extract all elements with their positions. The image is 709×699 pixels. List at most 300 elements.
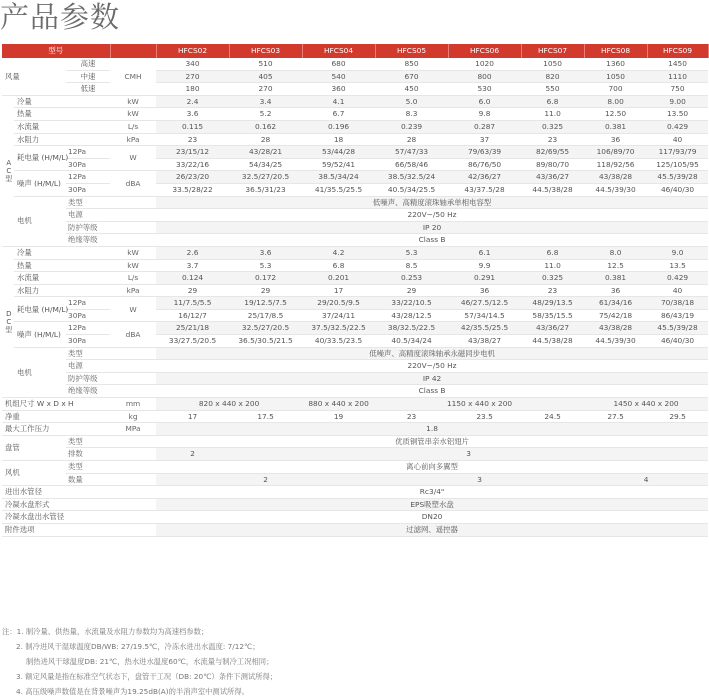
value-cell: 800 <box>448 70 521 83</box>
table-row <box>2 158 708 171</box>
row-label: 噪声 (H/M/L) <box>14 171 66 196</box>
value-cell: 360 <box>302 83 375 96</box>
value-cell: 42/36/27 <box>448 171 521 184</box>
table-row <box>2 511 708 524</box>
table-row <box>2 398 708 411</box>
value-cell: 9.8 <box>448 108 521 121</box>
value-cell: 2 <box>156 448 229 461</box>
value-cell: 9.9 <box>448 259 521 272</box>
value-cell: 37/24/11 <box>302 309 375 322</box>
row-label: 最大工作压力 <box>2 423 110 436</box>
value-cell: 25/17/8.5 <box>229 309 302 322</box>
table-row <box>2 435 708 448</box>
unit-cell: kW <box>110 259 156 272</box>
model-header: HFCS05 <box>375 44 448 58</box>
motor-spec-value: IP 20 <box>156 221 708 234</box>
pressure-label: 12Pa <box>66 171 110 184</box>
value-cell: 43/28/21 <box>229 146 302 159</box>
motor-spec-key: 类型 <box>66 347 156 360</box>
value-cell: 3.4 <box>229 95 302 108</box>
value-cell: 23 <box>521 284 584 297</box>
value-cell: 离心前向多翼型 <box>156 461 708 474</box>
value-cell: 过滤网、遥控器 <box>156 523 708 536</box>
row-label: 热量 <box>14 259 110 272</box>
value-cell: 750 <box>647 83 708 96</box>
table-row <box>2 347 708 360</box>
table-row <box>2 410 708 423</box>
value-cell: 880 x 440 x 200 <box>302 398 375 411</box>
value-cell: 29.5 <box>647 410 708 423</box>
unit-cell <box>110 448 156 461</box>
motor-spec-value: Class B <box>156 234 708 247</box>
unit-cell: L/s <box>110 272 156 285</box>
value-cell: 24.5 <box>521 410 584 423</box>
value-cell: DN20 <box>156 511 708 524</box>
value-cell: 270 <box>156 70 229 83</box>
value-cell: 40/33.5/23.5 <box>302 335 375 348</box>
value-cell: 0.239 <box>375 120 448 133</box>
model-header: HFCS07 <box>521 44 584 58</box>
table-row <box>2 146 708 159</box>
value-cell: 37 <box>448 133 521 146</box>
value-cell: 4.1 <box>302 95 375 108</box>
note-line: 注：1. 制冷量、供热量，水流量及水阻力参数均为高速档参数； <box>2 627 209 636</box>
header-row <box>2 44 708 58</box>
row-label: 冷量 <box>14 246 110 259</box>
value-cell: 36 <box>448 284 521 297</box>
pressure-label: 30Pa <box>66 183 110 196</box>
row-label: 冷凝水盘形式 <box>2 498 156 511</box>
value-cell: 11.0 <box>521 108 584 121</box>
value-cell: 40 <box>647 284 708 297</box>
value-cell: 5.0 <box>375 95 448 108</box>
model-header: HFCS02 <box>156 44 229 58</box>
value-cell: 530 <box>448 83 521 96</box>
value-cell: 0.291 <box>448 272 521 285</box>
value-cell: 58/35/15.5 <box>521 309 584 322</box>
value-cell: 19 <box>302 410 375 423</box>
speed-label: 低速 <box>66 83 110 96</box>
pressure-label: 12Pa <box>66 146 110 159</box>
model-header: HFCS09 <box>647 44 708 58</box>
value-cell: 46/40/30 <box>647 335 708 348</box>
value-cell: 36.5/31/23 <box>229 183 302 196</box>
table-row <box>2 461 708 474</box>
value-cell: 17.5 <box>229 410 302 423</box>
value-cell: 3.6 <box>156 108 229 121</box>
value-cell: 33/22/10.5 <box>375 297 448 310</box>
value-cell: 270 <box>229 83 302 96</box>
row-label: 进出水管径 <box>2 486 156 499</box>
value-cell: 117/93/79 <box>647 146 708 159</box>
value-cell: 9.0 <box>647 246 708 259</box>
spec-table <box>2 44 709 537</box>
row-label: 冷凝水盘出水管径 <box>2 511 156 524</box>
unit-cell: CMH <box>110 58 156 95</box>
value-cell: 23 <box>156 133 229 146</box>
value-cell: 11/7.5/5.5 <box>156 297 229 310</box>
value-cell: 4.2 <box>302 246 375 259</box>
table-row <box>2 259 708 272</box>
coil-label: 盘管 <box>2 435 66 460</box>
value-cell: 29 <box>156 284 229 297</box>
table-row <box>2 309 708 322</box>
value-cell: 29 <box>229 284 302 297</box>
value-cell: 1150 x 440 x 200 <box>375 398 584 411</box>
note-line: 2. 制冷进风干湿球温度DB/WB: 27/19.5℃，冷冻水进出水温度: 7/12℃； <box>16 642 260 651</box>
value-cell: 86/43/19 <box>647 309 708 322</box>
row-label: 耗电量 (H/M/L) <box>14 297 66 322</box>
value-cell: 0.115 <box>156 120 229 133</box>
row-label: 水流量 <box>14 120 110 133</box>
sub-key: 排数 <box>66 448 110 461</box>
value-cell: 0.325 <box>521 120 584 133</box>
table-row <box>2 209 708 222</box>
value-cell: 33.5/28/22 <box>156 183 229 196</box>
model-label: 型号 <box>2 44 110 58</box>
unit-cell: dBA <box>110 322 156 347</box>
value-cell: 1050 <box>521 58 584 70</box>
value-cell: 36.5/30.5/21.5 <box>229 335 302 348</box>
value-cell: 8.0 <box>584 246 647 259</box>
motor-spec-value: 220V~/50 Hz <box>156 209 708 222</box>
unit-cell <box>110 473 156 486</box>
value-cell: 46/40/30 <box>647 183 708 196</box>
value-cell: 44.5/38/28 <box>521 183 584 196</box>
unit-cell <box>110 435 156 448</box>
unit-cell: kPa <box>110 284 156 297</box>
pressure-label: 12Pa <box>66 297 110 310</box>
value-cell: 540 <box>302 70 375 83</box>
value-cell: 28 <box>229 133 302 146</box>
motor-spec-value: 低噪声、高精度滚珠轴承永磁同步电机 <box>156 347 708 360</box>
value-cell: 12.50 <box>584 108 647 121</box>
unit-cell: kg <box>110 410 156 423</box>
table-row <box>2 120 708 133</box>
motor-spec-value: IP 42 <box>156 372 708 385</box>
row-label: 噪声 (H/M/L) <box>14 322 66 347</box>
value-cell: 0.381 <box>584 272 647 285</box>
value-cell: 0.162 <box>229 120 302 133</box>
table-row <box>2 234 708 247</box>
sub-key: 数量 <box>66 473 110 486</box>
value-cell: 1050 <box>584 70 647 83</box>
table-row <box>2 335 708 348</box>
value-cell: 13.50 <box>647 108 708 121</box>
value-cell: 40 <box>647 133 708 146</box>
value-cell: 26/23/20 <box>156 171 229 184</box>
value-cell: 1020 <box>448 58 521 70</box>
table-row <box>2 272 708 285</box>
row-label: 水阻力 <box>14 133 110 146</box>
table-row <box>2 498 708 511</box>
model-header: HFCS06 <box>448 44 521 58</box>
speed-label: 中速 <box>66 70 110 83</box>
group-label: DC型 <box>2 246 14 397</box>
value-cell: 6.8 <box>521 95 584 108</box>
airflow-label: 风量 <box>2 58 66 95</box>
value-cell: 41/35.5/25.5 <box>302 183 375 196</box>
row-label: 冷量 <box>14 95 110 108</box>
value-cell: 38.5/34/24 <box>302 171 375 184</box>
value-cell: 23/15/12 <box>156 146 229 159</box>
model-header: HFCS03 <box>229 44 302 58</box>
value-cell: 0.172 <box>229 272 302 285</box>
value-cell: 29 <box>375 284 448 297</box>
value-cell: 0.196 <box>302 120 375 133</box>
value-cell: 3 <box>229 448 708 461</box>
page-title: 产品参数 <box>0 0 121 34</box>
value-cell: 340 <box>156 58 229 70</box>
value-cell: 19/12.5/7.5 <box>229 297 302 310</box>
value-cell: 8.5 <box>375 259 448 272</box>
value-cell: 75/42/18 <box>584 309 647 322</box>
value-cell: 40.5/34/24 <box>375 335 448 348</box>
value-cell: 45.5/39/28 <box>647 322 708 335</box>
value-cell: 820 <box>521 70 584 83</box>
value-cell: 2 <box>156 473 375 486</box>
value-cell: 29/20.5/9.5 <box>302 297 375 310</box>
value-cell: 0.429 <box>647 120 708 133</box>
table-row <box>2 322 708 335</box>
table-row <box>2 171 708 184</box>
row-label: 水流量 <box>14 272 110 285</box>
table-row <box>2 83 708 96</box>
table-row <box>2 133 708 146</box>
value-cell: 57/34/14.5 <box>448 309 521 322</box>
table-row <box>2 108 708 121</box>
unit-cell: mm <box>110 398 156 411</box>
value-cell: 38.5/32.5/24 <box>375 171 448 184</box>
value-cell: 0.429 <box>647 272 708 285</box>
value-cell: 106/89/70 <box>584 146 647 159</box>
note-line: 制热进风干球温度DB: 21℃，热水进水温度60℃，水流量与制冷工况相同； <box>26 657 274 666</box>
table-row <box>2 385 708 398</box>
value-cell: 3 <box>375 473 584 486</box>
value-cell: 700 <box>584 83 647 96</box>
value-cell: 6.8 <box>302 259 375 272</box>
value-cell: 3.6 <box>229 246 302 259</box>
value-cell: 43/38/28 <box>584 322 647 335</box>
sub-key: 类型 <box>66 435 110 448</box>
value-cell: 670 <box>375 70 448 83</box>
value-cell: 44.5/39/30 <box>584 183 647 196</box>
value-cell: 82/69/55 <box>521 146 584 159</box>
value-cell: 27.5 <box>584 410 647 423</box>
value-cell: 1360 <box>584 58 647 70</box>
value-cell: 36 <box>584 284 647 297</box>
unit-cell: kW <box>110 108 156 121</box>
pressure-label: 30Pa <box>66 309 110 322</box>
value-cell: 17 <box>302 284 375 297</box>
value-cell: 2.6 <box>156 246 229 259</box>
value-cell: 4 <box>584 473 708 486</box>
value-cell: 5.3 <box>375 246 448 259</box>
value-cell: 8.00 <box>584 95 647 108</box>
value-cell: 28 <box>375 133 448 146</box>
value-cell: 680 <box>302 58 375 70</box>
row-label: 耗电量 (H/M/L) <box>14 146 66 171</box>
value-cell: 510 <box>229 58 302 70</box>
value-cell: 0.201 <box>302 272 375 285</box>
table-row <box>2 448 708 461</box>
table-row <box>2 360 708 373</box>
table-row <box>2 221 708 234</box>
value-cell: 6.0 <box>448 95 521 108</box>
unit-cell: kW <box>110 246 156 259</box>
value-cell: 125/105/95 <box>647 158 708 171</box>
value-cell: 23 <box>375 410 448 423</box>
row-label: 水阻力 <box>14 284 110 297</box>
value-cell: 1450 <box>647 58 708 70</box>
unit-cell: L/s <box>110 120 156 133</box>
table-row <box>2 70 708 83</box>
value-cell: 405 <box>229 70 302 83</box>
unit-cell <box>110 461 156 474</box>
fan-label: 风机 <box>2 461 66 486</box>
table-row <box>2 284 708 297</box>
motor-spec-value: 220V~/50 Hz <box>156 360 708 373</box>
motor-spec-key: 防护等级 <box>66 372 156 385</box>
row-label: 附件选项 <box>2 523 156 536</box>
value-cell: 36 <box>584 133 647 146</box>
value-cell: EPS吸塑水盘 <box>156 498 708 511</box>
value-cell: 5.2 <box>229 108 302 121</box>
value-cell: 43/36/27 <box>521 322 584 335</box>
table-row <box>2 95 708 108</box>
motor-spec-key: 绝缘等级 <box>66 385 156 398</box>
value-cell: 33/27.5/20.5 <box>156 335 229 348</box>
value-cell: 9.00 <box>647 95 708 108</box>
note-line: 4. 高压级噪声数值是在背景噪声为19.25dB(A)的半消声室中测试所得。 <box>16 687 249 696</box>
value-cell: 66/58/46 <box>375 158 448 171</box>
motor-spec-key: 类型 <box>66 196 156 209</box>
motor-label: 电机 <box>14 196 66 246</box>
value-cell: 42/35.5/25.5 <box>448 322 521 335</box>
row-label: 净重 <box>2 410 110 423</box>
value-cell: 820 x 440 x 200 <box>156 398 302 411</box>
value-cell: 54/34/25 <box>229 158 302 171</box>
value-cell: 57/47/33 <box>375 146 448 159</box>
value-cell: 6.7 <box>302 108 375 121</box>
motor-spec-key: 绝缘等级 <box>66 234 156 247</box>
value-cell: 43/28/12.5 <box>375 309 448 322</box>
value-cell: 优质铜管串亲水铝翅片 <box>156 435 708 448</box>
value-cell: 17 <box>156 410 229 423</box>
notes <box>2 624 688 699</box>
value-cell: 850 <box>375 58 448 70</box>
value-cell: 0.325 <box>521 272 584 285</box>
table-row <box>2 196 708 209</box>
value-cell: 16/12/7 <box>156 309 229 322</box>
model-header: HFCS04 <box>302 44 375 58</box>
speed-label: 高速 <box>66 58 110 70</box>
value-cell: 5.3 <box>229 259 302 272</box>
pressure-label: 30Pa <box>66 158 110 171</box>
table-row <box>2 523 708 536</box>
value-cell: 12.5 <box>584 259 647 272</box>
value-cell: 550 <box>521 83 584 96</box>
value-cell: 11.0 <box>521 259 584 272</box>
value-cell: 32.5/27/20.5 <box>229 171 302 184</box>
value-cell: 53/44/28 <box>302 146 375 159</box>
table-row <box>2 486 708 499</box>
value-cell: 45.5/39/28 <box>647 171 708 184</box>
value-cell: 118/92/56 <box>584 158 647 171</box>
note-line: 3. 额定风量是指在标准空气状态下，盘管干工况（DB: 20℃）条件下测试所得； <box>16 672 278 681</box>
group-label: AC型 <box>2 95 14 246</box>
value-cell: 18 <box>302 133 375 146</box>
value-cell: 8.3 <box>375 108 448 121</box>
table-row <box>2 372 708 385</box>
table-row <box>2 246 708 259</box>
pressure-label: 12Pa <box>66 322 110 335</box>
value-cell: 44.5/39/30 <box>584 335 647 348</box>
value-cell: 48/29/13.5 <box>521 297 584 310</box>
row-label: 机组尺寸 W x D x H <box>2 398 110 411</box>
value-cell: 46/27.5/12.5 <box>448 297 521 310</box>
table-row <box>2 297 708 310</box>
value-cell: 1450 x 440 x 200 <box>584 398 708 411</box>
table-row <box>2 473 708 486</box>
value-cell: 89/80/70 <box>521 158 584 171</box>
motor-spec-value: 低噪声、高精度滚珠轴承单相电容型 <box>156 196 708 209</box>
value-cell: 32.5/27/20.5 <box>229 322 302 335</box>
value-cell: 38/32.5/22.5 <box>375 322 448 335</box>
motor-spec-key: 防护等级 <box>66 221 156 234</box>
value-cell: 13.5 <box>647 259 708 272</box>
value-cell: 40.5/34/25.5 <box>375 183 448 196</box>
value-cell: 70/38/18 <box>647 297 708 310</box>
value-cell: 61/34/16 <box>584 297 647 310</box>
value-cell: 3.7 <box>156 259 229 272</box>
value-cell: 23 <box>521 133 584 146</box>
value-cell: 23.5 <box>448 410 521 423</box>
value-cell: 86/76/50 <box>448 158 521 171</box>
value-cell: 25/21/18 <box>156 322 229 335</box>
unit-cell: kW <box>110 95 156 108</box>
model-header: HFCS08 <box>584 44 647 58</box>
pressure-label: 30Pa <box>66 335 110 348</box>
value-cell: 43/38/28 <box>584 171 647 184</box>
value-cell: 37.5/32.5/22.5 <box>302 322 375 335</box>
value-cell: 44.5/38/28 <box>521 335 584 348</box>
value-cell: 180 <box>156 83 229 96</box>
value-cell: 1110 <box>647 70 708 83</box>
motor-label: 电机 <box>14 347 66 397</box>
value-cell: 43/36/27 <box>521 171 584 184</box>
value-cell: 43/38/27 <box>448 335 521 348</box>
value-cell: 1.8 <box>156 423 708 436</box>
unit-cell: kPa <box>110 133 156 146</box>
value-cell: 0.381 <box>584 120 647 133</box>
value-cell: 0.253 <box>375 272 448 285</box>
motor-spec-key: 电源 <box>66 360 156 373</box>
table-row <box>2 423 708 436</box>
value-cell: 59/52/41 <box>302 158 375 171</box>
value-cell: 43/37.5/28 <box>448 183 521 196</box>
motor-spec-value: Class B <box>156 385 708 398</box>
value-cell: 33/22/16 <box>156 158 229 171</box>
unit-cell: W <box>110 297 156 322</box>
unit-cell: dBA <box>110 171 156 196</box>
value-cell: 450 <box>375 83 448 96</box>
value-cell: 79/63/39 <box>448 146 521 159</box>
value-cell: 0.287 <box>448 120 521 133</box>
row-label: 热量 <box>14 108 110 121</box>
unit-header <box>110 44 156 58</box>
value-cell: 6.1 <box>448 246 521 259</box>
